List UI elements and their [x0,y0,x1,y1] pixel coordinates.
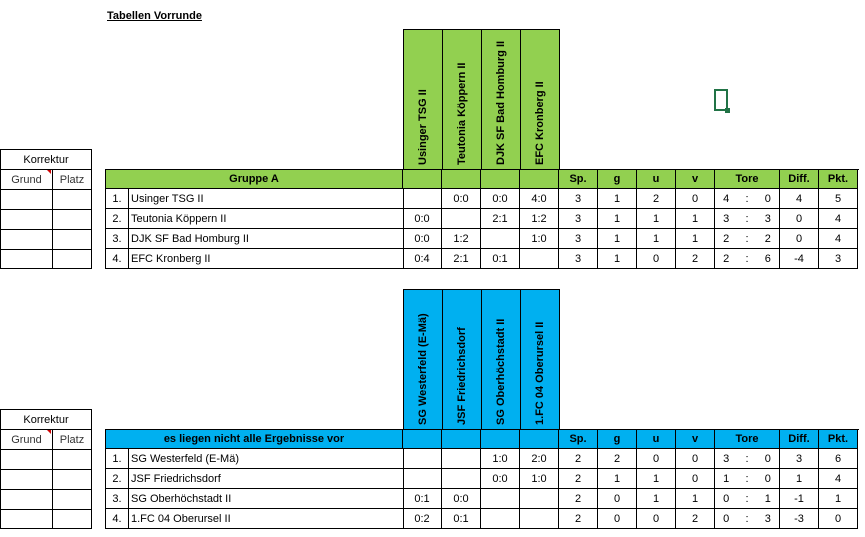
table-row [105,489,859,509]
korrektur-label: Korrektur [0,409,92,429]
rank-cell[interactable]: 1. [106,189,129,209]
page-title: Tabellen Vorrunde [107,10,202,22]
goals-for: 0 [723,512,730,525]
korrektur-platz-input[interactable] [52,189,92,209]
table-row [105,189,859,209]
goals-for: 2 [723,252,730,265]
losses-cell[interactable]: 0 [676,189,715,209]
column-header-v[interactable]: v [676,170,715,189]
losses-cell[interactable]: 0 [676,449,715,469]
korrektur-grund-header: Grund [0,429,52,449]
korrektur-grund-input[interactable] [0,489,52,509]
team-name-cell[interactable]: SG Westerfeld (E-Mä) [128,449,404,469]
column-header-team [403,289,442,429]
column-header-tore[interactable]: Tore [715,170,780,189]
goals-values [715,213,779,225]
draws-cell[interactable]: 1 [637,209,676,229]
korrektur-grund-input[interactable] [0,229,52,249]
team-name-cell[interactable]: Usinger TSG II [128,189,404,209]
goals-separator: : [745,192,749,205]
wins-cell[interactable]: 0 [598,489,637,509]
draws-cell[interactable]: 1 [637,469,676,489]
team-name-vertical: 1.FC 04 Oberursel II [534,321,546,425]
result-cell[interactable] [403,449,442,469]
goals-against: 1 [764,492,771,505]
goals-values [715,513,779,525]
result-cell[interactable]: 1:2 [442,229,481,249]
result-cell[interactable]: 2:1 [481,209,520,229]
column-header-pkt[interactable]: Pkt. [819,430,858,449]
team-column-header[interactable] [520,170,559,189]
column-header-team [520,29,560,169]
difference-cell[interactable]: 0 [780,229,819,249]
korrektur-grund-input[interactable] [0,449,52,469]
column-header-pkt[interactable]: Pkt. [819,170,858,189]
table-row [105,509,859,529]
result-cell[interactable]: 0:0 [481,189,520,209]
korrektur-platz-input[interactable] [52,209,92,229]
rank-cell[interactable]: 1. [106,449,129,469]
team-name-cell[interactable]: JSF Friedrichsdorf [128,469,404,489]
losses-cell[interactable]: 1 [676,489,715,509]
column-header-team [520,289,560,429]
result-cell[interactable]: 4:0 [520,189,559,209]
goals-cell[interactable] [715,489,780,509]
goals-for: 3 [723,212,730,225]
result-cell[interactable]: 0:0 [403,229,442,249]
team-column-header[interactable] [481,170,520,189]
result-cell[interactable] [403,189,442,209]
goals-for: 0 [723,492,730,505]
points-cell[interactable]: 1 [819,489,858,509]
draws-cell[interactable]: 1 [637,489,676,509]
draws-cell[interactable]: 0 [637,509,676,529]
result-cell[interactable]: 0:0 [442,489,481,509]
korrektur-platz-input[interactable] [52,449,92,469]
goals-separator: : [745,472,749,485]
goals-values [715,453,779,465]
goals-for: 3 [723,452,730,465]
goals-separator: : [745,492,749,505]
column-header-u[interactable]: u [637,430,676,449]
goals-values [715,473,779,485]
result-cell[interactable]: 2:0 [520,449,559,469]
team-name-vertical: Usinger TSG II [417,89,429,165]
played-cell[interactable]: 2 [559,489,598,509]
team-name-cell[interactable]: Teutonia Köppern II [128,209,404,229]
difference-cell[interactable]: -4 [780,249,819,269]
difference-cell[interactable]: -3 [780,509,819,529]
goals-against: 0 [764,472,771,485]
table-row [105,449,859,469]
wins-cell[interactable]: 1 [598,189,637,209]
rank-cell[interactable]: 3. [106,229,129,249]
korrektur-platz-header: Platz [52,169,92,189]
result-cell[interactable]: 2:1 [442,249,481,269]
korrektur-grund-input[interactable] [0,209,52,229]
team-name-cell[interactable]: EFC Kronberg II [128,249,404,269]
result-cell[interactable] [520,249,559,269]
comment-marker-icon [47,430,51,434]
result-cell[interactable] [481,509,520,529]
result-cell[interactable]: 1:2 [520,209,559,229]
column-header-team [442,29,481,169]
result-cell[interactable]: 1:0 [520,469,559,489]
goals-cell[interactable] [715,249,780,269]
points-cell[interactable]: 3 [819,249,858,269]
table-row [105,249,859,269]
difference-cell[interactable]: 3 [780,449,819,469]
result-cell[interactable] [403,469,442,489]
team-name-cell[interactable]: DJK SF Bad Homburg II [128,229,404,249]
team-column-header[interactable] [481,430,520,449]
rank-cell[interactable]: 2. [106,209,129,229]
rank-cell[interactable]: 2. [106,469,129,489]
korrektur-label: Korrektur [0,149,92,169]
korrektur-grund-header: Grund [0,169,52,189]
group-header[interactable]: Gruppe A [106,170,403,189]
goals-cell[interactable] [715,229,780,249]
column-header-sp[interactable]: Sp. [559,430,598,449]
column-header-team [442,289,481,429]
korrektur-platz-header: Platz [52,429,92,449]
korrektur-grund-input[interactable] [0,189,52,209]
goals-values [715,253,779,265]
goals-cell[interactable] [715,469,780,489]
result-cell[interactable] [481,229,520,249]
losses-cell[interactable]: 1 [676,229,715,249]
difference-cell[interactable]: 4 [780,189,819,209]
column-header-tore[interactable]: Tore [715,430,780,449]
played-cell[interactable]: 2 [559,469,598,489]
team-name-vertical: SG Westerfeld (E-Mä) [417,313,429,425]
result-cell[interactable]: 0:4 [403,249,442,269]
result-cell[interactable]: 0:1 [442,509,481,529]
wins-cell[interactable]: 1 [598,249,637,269]
played-cell[interactable]: 3 [559,229,598,249]
draws-cell[interactable]: 2 [637,189,676,209]
result-cell[interactable]: 1:0 [520,229,559,249]
table-row [105,469,859,489]
points-cell[interactable]: 5 [819,189,858,209]
goals-separator: : [745,232,749,245]
points-cell[interactable]: 4 [819,229,858,249]
rank-cell[interactable]: 4. [106,249,129,269]
wins-cell[interactable]: 1 [598,209,637,229]
difference-cell[interactable]: -1 [780,489,819,509]
difference-cell[interactable]: 1 [780,469,819,489]
losses-cell[interactable]: 1 [676,209,715,229]
goals-for: 1 [723,472,730,485]
table-row [105,209,859,229]
result-cell[interactable]: 1:0 [481,449,520,469]
goals-separator: : [745,212,749,225]
points-cell[interactable]: 4 [819,209,858,229]
team-column-header[interactable] [442,170,481,189]
wins-cell[interactable]: 0 [598,509,637,529]
column-header-team [403,29,442,169]
team-column-header[interactable] [442,430,481,449]
goals-separator: : [745,452,749,465]
goals-values [715,493,779,505]
korrektur-platz-input[interactable] [52,249,92,269]
result-cell[interactable]: 0:0 [403,209,442,229]
korrektur-platz-input[interactable] [52,469,92,489]
team-name-cell[interactable]: SG Oberhöchstadt II [128,489,404,509]
column-header-u[interactable]: u [637,170,676,189]
column-header-g[interactable]: g [598,430,637,449]
team-name-vertical: JSF Friedrichsdorf [456,327,468,425]
points-cell[interactable]: 0 [819,509,858,529]
column-header-team [481,29,520,169]
korrektur-platz-input[interactable] [52,229,92,249]
draws-cell[interactable]: 0 [637,449,676,469]
goals-against: 0 [764,452,771,465]
result-cell[interactable] [442,449,481,469]
result-cell[interactable]: 0:0 [481,469,520,489]
played-cell[interactable]: 3 [559,249,598,269]
goals-cell[interactable] [715,189,780,209]
points-cell[interactable]: 4 [819,469,858,489]
result-cell[interactable]: 0:0 [442,189,481,209]
team-column-header[interactable] [520,430,559,449]
goals-against: 6 [764,252,771,265]
points-cell[interactable]: 6 [819,449,858,469]
comment-marker-icon [47,170,51,174]
played-cell[interactable]: 2 [559,449,598,469]
played-cell[interactable]: 2 [559,509,598,529]
draws-cell[interactable]: 1 [637,229,676,249]
losses-cell[interactable]: 2 [676,249,715,269]
result-cell[interactable] [442,469,481,489]
result-cell[interactable] [520,509,559,529]
goals-values [715,233,779,245]
korrektur-grund-input[interactable] [0,509,52,529]
group-header[interactable]: es liegen nicht alle Ergebnisse vor [106,430,403,449]
korrektur-platz-input[interactable] [52,509,92,529]
rank-cell[interactable]: 3. [106,489,129,509]
difference-cell[interactable]: 0 [780,209,819,229]
goals-separator: : [745,512,749,525]
goals-for: 4 [723,192,730,205]
column-header-v[interactable]: v [676,430,715,449]
header-row [105,429,859,450]
header-row [105,169,859,190]
goals-values [715,193,779,205]
team-name-vertical: EFC Kronberg II [534,81,546,165]
team-name-vertical: DJK SF Bad Homburg II [495,40,507,165]
team-column-header[interactable] [403,170,442,189]
team-column-header[interactable] [403,430,442,449]
korrektur-platz-input[interactable] [52,489,92,509]
column-header-team [481,289,520,429]
korrektur-grund-input[interactable] [0,249,52,269]
result-cell[interactable] [442,209,481,229]
result-cell[interactable]: 0:1 [481,249,520,269]
goals-separator: : [745,252,749,265]
goals-against: 0 [764,192,771,205]
goals-cell[interactable] [715,509,780,529]
draws-cell[interactable]: 0 [637,249,676,269]
losses-cell[interactable]: 2 [676,509,715,529]
column-header-sp[interactable]: Sp. [559,170,598,189]
wins-cell[interactable]: 2 [598,449,637,469]
result-cell[interactable]: 0:2 [403,509,442,529]
team-name-cell[interactable]: 1.FC 04 Oberursel II [128,509,404,529]
column-header-diff[interactable]: Diff. [780,430,819,449]
column-header-g[interactable]: g [598,170,637,189]
goals-cell[interactable] [715,449,780,469]
table-row [105,229,859,249]
goals-against: 3 [764,512,771,525]
selection-cursor-icon [714,89,728,111]
team-name-vertical: SG Oberhöchstadt II [495,318,507,425]
result-cell[interactable] [481,489,520,509]
goals-against: 3 [764,212,771,225]
wins-cell[interactable]: 1 [598,469,637,489]
team-name-vertical: Teutonia Köppern II [456,62,468,165]
korrektur-grund-input[interactable] [0,469,52,489]
played-cell[interactable]: 3 [559,209,598,229]
goals-cell[interactable] [715,209,780,229]
result-cell[interactable]: 0:1 [403,489,442,509]
wins-cell[interactable]: 1 [598,229,637,249]
result-cell[interactable] [520,489,559,509]
rank-cell[interactable]: 4. [106,509,129,529]
goals-against: 2 [764,232,771,245]
column-header-diff[interactable]: Diff. [780,170,819,189]
goals-for: 2 [723,232,730,245]
losses-cell[interactable]: 0 [676,469,715,489]
played-cell[interactable]: 3 [559,189,598,209]
